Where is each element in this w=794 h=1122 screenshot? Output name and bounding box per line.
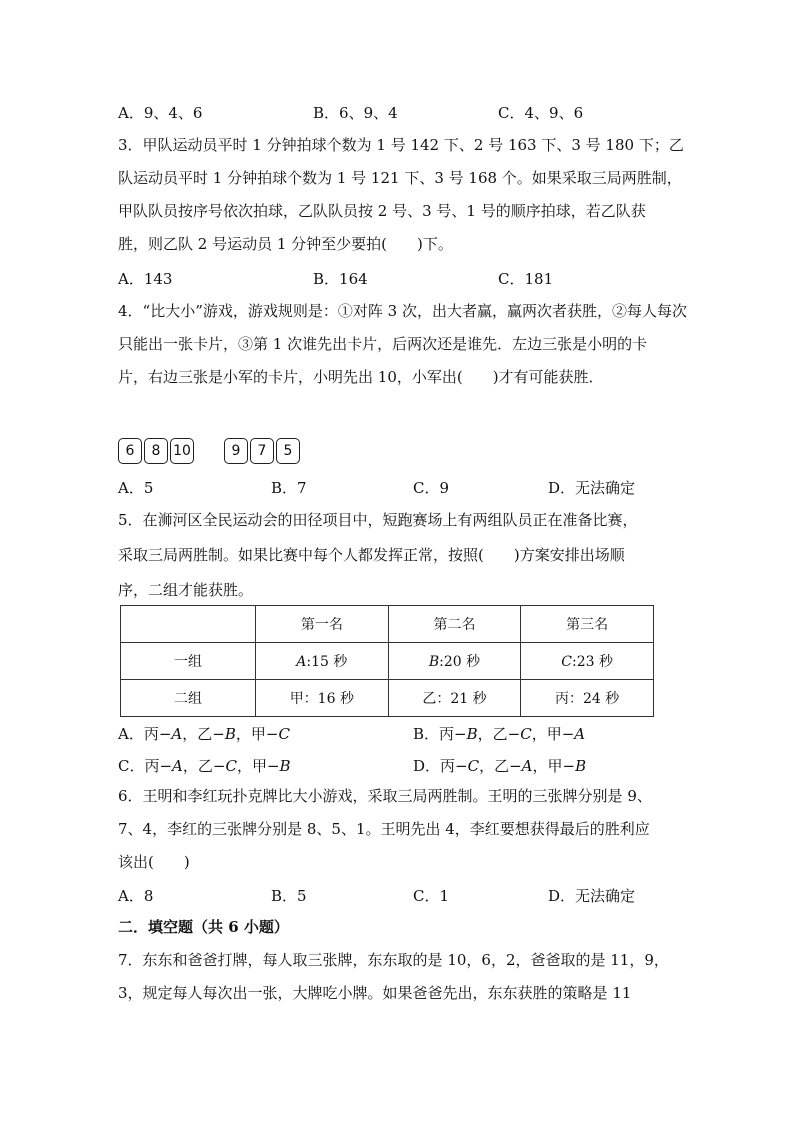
- q5-option-b: [413, 724, 585, 744]
- q6-line-1: 6．王明和李红玩扑克牌比大小游戏，采取三局两胜制。王明的三张牌分别是 9、: [118, 787, 652, 805]
- q6-option-c: C．1: [413, 887, 450, 905]
- q6-option-a: A．8: [118, 887, 154, 905]
- table-cell: 甲：16 秒: [256, 680, 389, 717]
- card-xiaoming-1: 6: [118, 438, 142, 464]
- opt-text: ，甲−: [531, 725, 575, 743]
- card-xiaojun-3: 5: [276, 438, 300, 464]
- table-header-row: [121, 606, 654, 643]
- opt-letter: B: [279, 757, 291, 775]
- q5-score-table: [120, 605, 654, 717]
- card-xiaojun-2: 7: [250, 438, 274, 464]
- section-heading: 二．填空题（共 6 小题）: [118, 918, 289, 936]
- q3-option-c: C．181: [498, 270, 554, 288]
- q6-line-3: 该出( ): [118, 853, 190, 871]
- opt-letter: A: [172, 757, 183, 775]
- table-cell: [388, 643, 521, 680]
- table-header-cell: 第二名: [388, 606, 521, 643]
- q6-option-b: B．5: [271, 887, 307, 905]
- q2-option-c: C．4、9、6: [498, 104, 584, 122]
- table-row: [121, 680, 654, 717]
- q2-option-a: A．9、4、6: [118, 104, 203, 122]
- q7-line-1: 7．东东和爸爸打牌，每人取三张牌，东东取的是 10，6，2，爸爸取的是 11，9，: [118, 951, 669, 969]
- opt-letter: C: [467, 757, 480, 775]
- card-xiaoming-2: 8: [144, 438, 168, 464]
- q4-line-1: 4．“比大小”游戏，游戏规则是：①对阵 3 次，出大者赢，赢两次者获胜，②每人每次: [118, 302, 687, 320]
- q3-option-a: A．143: [118, 270, 173, 288]
- table-row: [121, 643, 654, 680]
- opt-text: ，乙−: [182, 757, 226, 775]
- table-row-name: 一组: [121, 643, 256, 680]
- opt-text: ，甲−: [236, 757, 280, 775]
- q5-option-a: [118, 724, 290, 744]
- opt-text: ，乙−: [477, 725, 521, 743]
- opt-text: B．丙−: [413, 725, 467, 743]
- q3-line-4: 胜，则乙队 2 号运动员 1 分钟至少要拍( )下。: [118, 235, 453, 253]
- opt-letter: B: [575, 757, 587, 775]
- q6-option-d: D．无法确定: [548, 887, 636, 905]
- opt-letter: A: [171, 725, 183, 743]
- opt-letter: A: [521, 757, 533, 775]
- q7-line-2: 3，规定每人每次出一张，大牌吃小牌。如果爸爸先出，东东获胜的策略是 11: [118, 984, 632, 1002]
- q3-line-3: 甲队队员按序号依次拍球，乙队队员按 2 号、3 号、1 号的顺序拍球，若乙队获: [118, 202, 646, 220]
- runner-letter: A: [296, 654, 307, 670]
- card-xiaojun-1: 9: [224, 438, 248, 464]
- q4-option-b: B．7: [271, 479, 307, 497]
- runner-time: :23 秒: [572, 654, 613, 670]
- opt-letter: C: [520, 725, 532, 743]
- runner-time: :20 秒: [439, 654, 481, 670]
- q3-option-b: B．164: [313, 270, 368, 288]
- table-cell: [256, 643, 389, 680]
- q5-line-1: 5．在浉河区全民运动会的田径项目中，短跑赛场上有两组队员正在准备比赛，: [118, 511, 638, 529]
- table-cell: [521, 643, 654, 680]
- opt-letter: C: [278, 725, 290, 743]
- runner-time: :15 秒: [306, 654, 348, 670]
- table-header-cell: [121, 606, 256, 643]
- opt-text: ，乙−: [479, 757, 522, 775]
- opt-text: ，甲−: [532, 757, 576, 775]
- q5-line-2: 采取三局两胜制。如果比赛中每个人都发挥正常，按照( )方案安排出场顺: [118, 546, 625, 564]
- opt-letter: B: [224, 725, 236, 743]
- q5-option-d: [413, 756, 586, 776]
- runner-letter: C: [561, 654, 573, 670]
- q2-option-b: B．6、9、4: [313, 104, 398, 122]
- table-row-name: 二组: [121, 680, 256, 717]
- q5-option-c: [118, 756, 291, 776]
- opt-text: ，甲−: [235, 725, 279, 743]
- q3-line-1: 3．甲队运动员平时 1 分钟拍球个数为 1 号 142 下、2 号 163 下、3 号 180 下；乙: [118, 136, 684, 154]
- table-header-cell: 第三名: [521, 606, 654, 643]
- table-cell: 丙：24 秒: [521, 680, 654, 717]
- q5-line-3: 序，二组才能获胜。: [118, 581, 254, 599]
- q3-line-2: 队运动员平时 1 分钟拍球个数为 1 号 121 下、3 号 168 个。如果采取三局两胜制，: [118, 169, 682, 187]
- runner-letter: B: [428, 654, 440, 670]
- opt-letter: B: [466, 725, 478, 743]
- opt-letter: C: [225, 757, 237, 775]
- q4-option-a: A．5: [118, 479, 154, 497]
- opt-text: D．丙−: [413, 757, 468, 775]
- q4-option-c: C．9: [413, 479, 450, 497]
- opt-text: ，乙−: [182, 725, 225, 743]
- q4-option-d: D．无法确定: [548, 479, 636, 497]
- opt-text: A．丙−: [118, 725, 172, 743]
- opt-text: C．丙−: [118, 757, 173, 775]
- card-xiaoming-3: 10: [170, 438, 194, 464]
- q6-line-2: 7、4，李红的三张牌分别是 8、5、1。王明先出 4，李红要想获得最后的胜利应: [118, 820, 650, 838]
- table-cell: 乙：21 秒: [388, 680, 521, 717]
- q4-line-3: 片，右边三张是小军的卡片，小明先出 10，小军出( )才有可能获胜．: [118, 368, 604, 386]
- table-header-cell: 第一名: [256, 606, 389, 643]
- opt-letter: A: [574, 725, 586, 743]
- q4-line-2: 只能出一张卡片，③第 1 次谁先出卡片，后两次还是谁先．左边三张是小明的卡: [118, 335, 648, 353]
